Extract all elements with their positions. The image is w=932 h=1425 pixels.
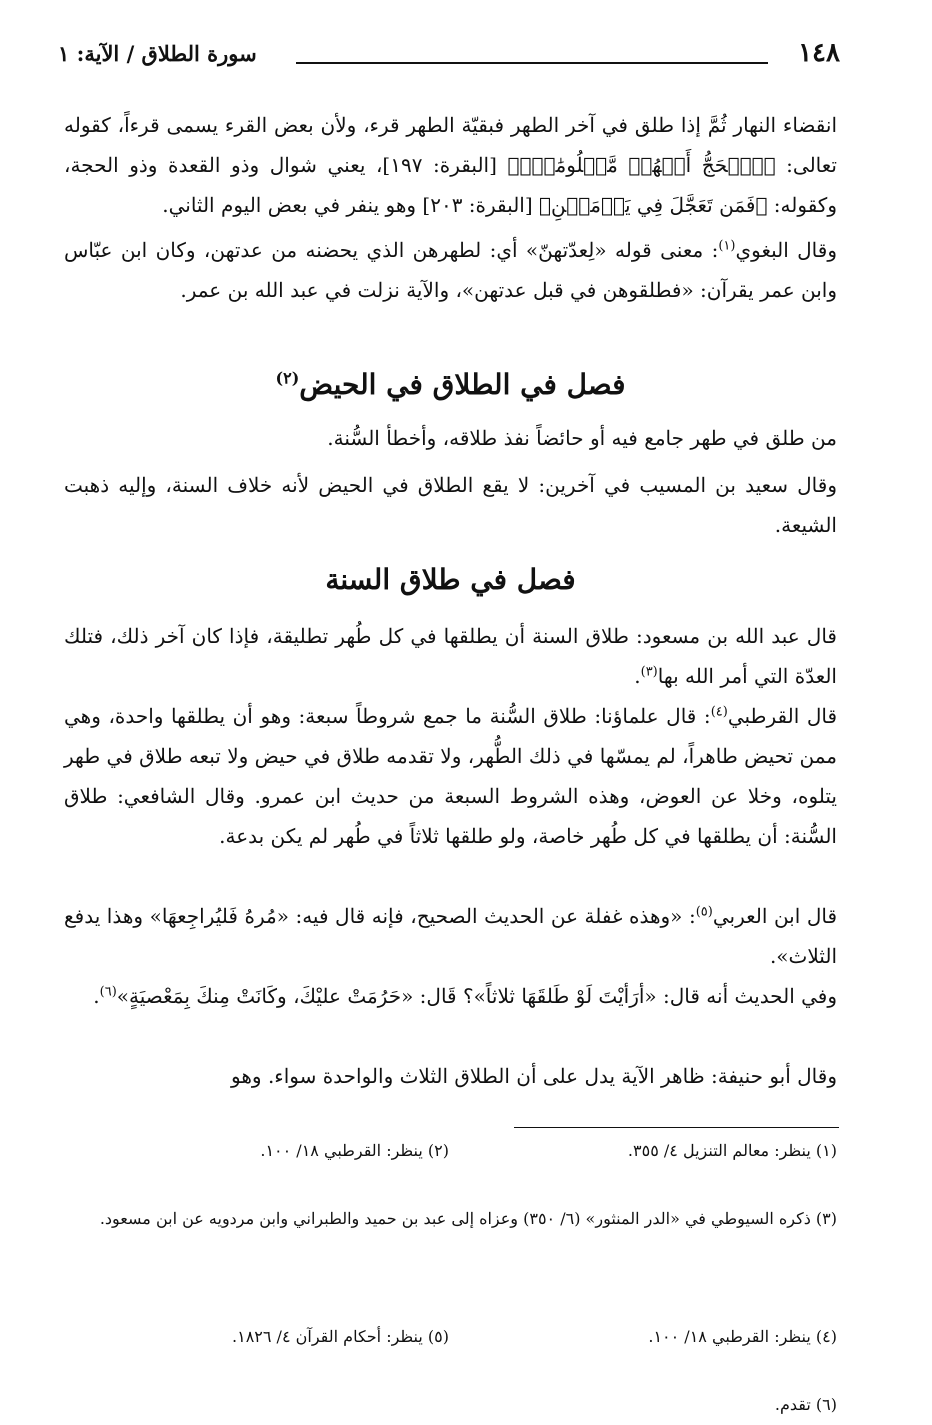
heading-text: فصل في الطلاق في الحيض [299,368,626,401]
text-run: وقال البغوي [735,238,837,262]
footnote-marker: (٣) [640,664,658,680]
section-heading [64,560,837,600]
footnote-marker: (٦) [99,984,117,1000]
paragraph-text [64,696,837,856]
paragraph-text: وقال سعيد بن المسيب في آخرين: لا يقع الطلاق في الحيض لأنه خلاف السنة، وإليه ذهبت الشيعة. [64,473,837,537]
paragraph [64,616,837,696]
paragraph-text: من طلق في طهر جامع فيه أو حائضاً نفذ طلاقه، وأخطأ السُّنة. [327,426,837,450]
footnote-marker: (١) [718,238,736,254]
footnotes-divider [514,1127,839,1128]
running-head [58,38,840,72]
footnote: (٣) ذكره السيوطي في «الدر المنثور» (٦/ ٣٥٠) وعزاه إلى عبد بن حميد والطبراني وابن مردويه عن ابن مسعود. [99,1209,837,1228]
paragraph [64,696,837,856]
paragraph [64,976,837,1016]
text-run: . [93,984,100,1008]
paragraph [64,896,837,976]
header-rule [296,62,768,64]
footnote-row [64,1205,837,1265]
footnote-row [64,1391,837,1425]
text-run: وفي الحديث أنه قال: «أرَأيْتَ لَوْ طَلقَهَا ثلاثاً»؟ قَال: «حَرُمَتْ عليْكَ، وكَانَتْ مِنكَ بِمَعْصيَةٍ» [116,984,837,1008]
paragraph [64,465,837,545]
footnotes [64,1137,837,1414]
footnote-marker: (٤) [710,704,728,720]
paragraph-text [64,896,837,976]
footnote-marker: (٥) [695,904,713,920]
footnote-row [64,1323,837,1357]
paragraph-text: وقال أبو حنيفة: ظاهر الآية يدل على أن الطلاق الثلاث والواحدة سواء. وهو [231,1064,837,1088]
paragraph-text: انقضاء النهار ثُمَّ إذا طلق في آخر الطهر فبقيّة الطهر قرء، ولأن بعض القرء يسمى قرءاً، كقوله تعالى: ﴿ٱلۡحَجُّ أَشۡهُرٞ مَّعۡلُومَٰتٞۚ﴾ [البقرة: ١٩٧]، يعني شوال وذو القعدة وذو الحجة، وكقوله: ﴿فَمَن تَعَجَّلَ فِي يَوۡمَيۡنِ﴾ [البقرة: ٢٠٣] وهو ينفر في بعض اليوم الثاني. [64,113,837,217]
paragraph [64,1056,837,1096]
footnote: (٦) تقدم. [774,1395,837,1414]
text-run: : معنى قوله «لِعدّتهنّ» أي: لطهرهن الذي يحضنه من عدتهن، وكان ابن عبّاس وابن عمر يقرآن: «فطلقوهن في قبل عدتهن»، والآية نزلت في عبد الله بن عمر. [64,238,837,302]
paragraph-text [64,616,837,696]
footnote: (١) ينظر: معالم التنزيل ٤/ ٣٥٥. [627,1141,837,1160]
heading-text: فصل في طلاق السنة [325,563,576,596]
paragraph [64,105,837,225]
paragraph-text [64,976,837,1016]
footnote-row [64,1137,837,1171]
paragraph [64,418,837,458]
page-number: ١٤٨ [798,38,840,68]
footnote: (٥) ينظر: أحكام القرآن ٤/ ١٨٢٦. [232,1327,449,1346]
footnote-marker: (٢) [275,368,300,388]
text-run: : «وهذه غفلة عن الحديث الصحيح، فإنه قال فيه: «مُرهُ فَليُراجِعهَا» وهذا يدفع الثلاث». [64,904,837,968]
running-title: سورة الطلاق / الآية: ١ [58,41,257,66]
footnote: (٤) ينظر: القرطبي ١٨/ ١٠٠. [648,1327,837,1346]
footnote: (٢) ينظر: القرطبي ١٨/ ١٠٠. [260,1141,449,1160]
paragraph-text [64,230,837,310]
text-run: قال عبد الله بن مسعود: طلاق السنة أن يطلقها في كل طُهر تطليقة، فإذا كان آخر ذلك، فتلك العدّة التي أمر الله بها [64,624,837,688]
paragraph [64,230,837,310]
text-run: . [634,664,641,688]
section-heading [64,365,837,405]
text-run: قال ابن العربي [712,904,838,928]
text-run: قال القرطبي [727,704,838,728]
text-run: : قال علماؤنا: طلاق السُّنة ما جمع شروطاً سبعة: وهو أن يطلقها واحدة، وهي ممن تحيض طاهراً، لم يمسّها في ذلك الطُّهر، ولا تقدمه طلاق في حيض ولا تبعه طلاق في طهر يتلوه، وخلا عن العوض، وهذه الشروط السبعة من حديث ابن عمرو. وقال الشافعي: طلاق السُّنة: أن يطلقها في كل طُهر خاصة، ولو طلقها ثلاثاً في طُهر لم يكن بدعة. [64,704,837,848]
